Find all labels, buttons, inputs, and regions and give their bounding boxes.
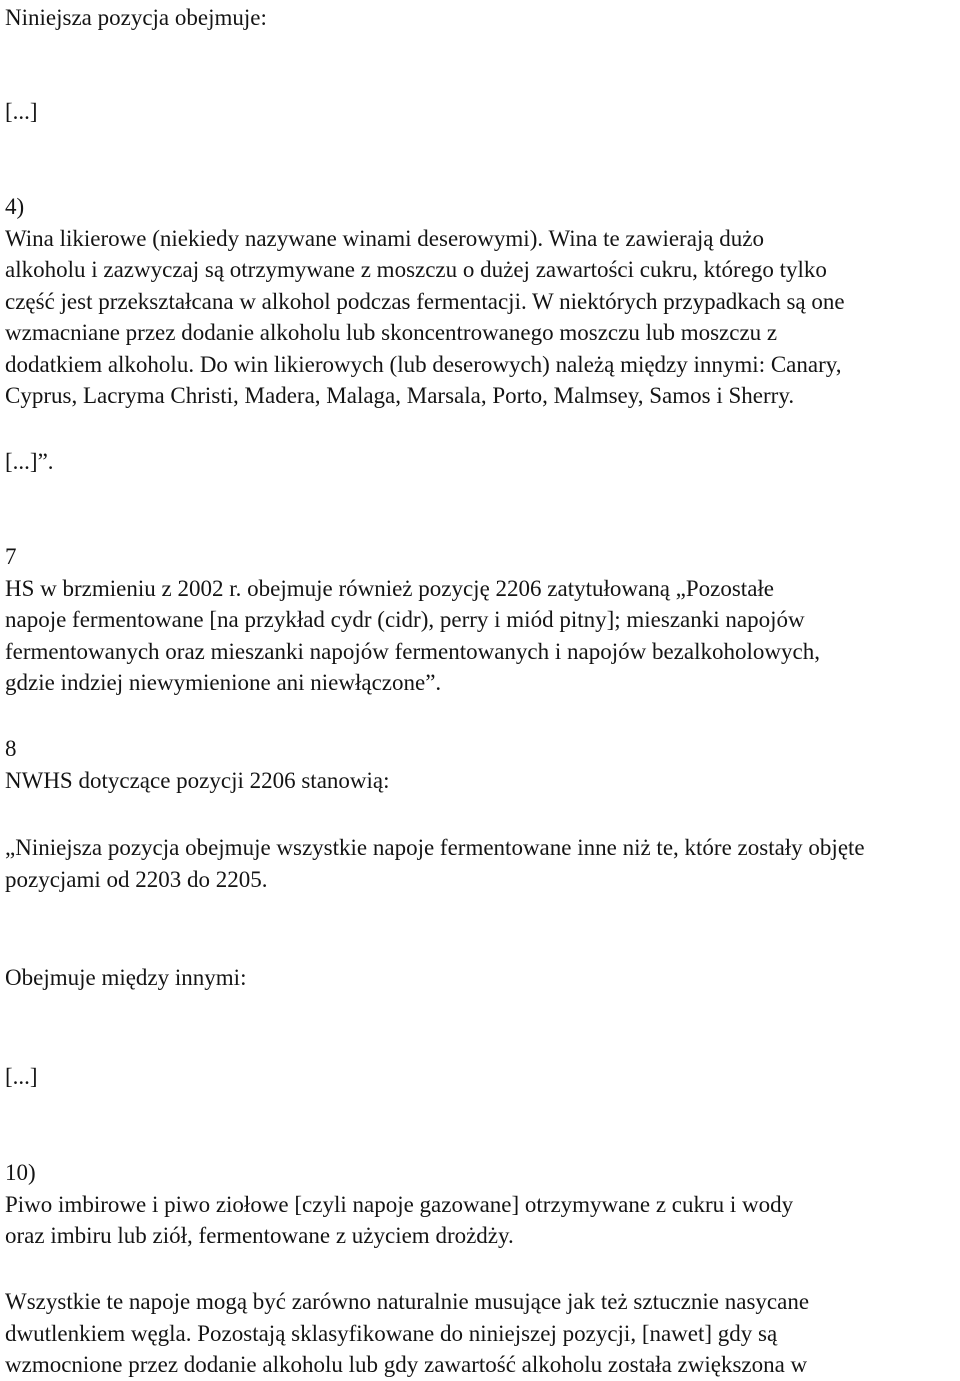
paragraph-liqueur-wines: 4) Wina likierowe (niekiedy nazywane winami deserowymi). Wina te zawierają dużo alkoholu i zazwyczaj są otrzymywane z moszczu o dużej zawartości cukru, którego tylko część jest przekształcana w alkohol podczas fermentacji. W niektórych przypadkach są one wzmacniane przez dodanie alkoholu lub skoncentrowanego moszczu lub moszczu z dodatkiem alkoholu. Do win likierowych (lub deserowych) należą między innymi: Canary, Cyprus, Lacryma Christi, Madera, Malaga, Marsala, Porto, Malmsey, Samos i Sherry. bbox=[5, 191, 845, 412]
quoted-paragraph: „Niniejsza pozycja obejmuje wszystkie napoje fermentowane inne niż te, które zostały objęte pozycjami od 2203 do 2205. bbox=[5, 835, 865, 892]
includes-heading: Obejmuje między innymi: bbox=[5, 965, 247, 990]
paragraph-carbonation: Wszystkie te napoje mogą być zarówno naturalnie musujące jak też sztucznie nasycane dwutlenkiem węgla. Pozostają sklasyfikowane do niniejszej pozycji, [nawet] gdy są wzmocnione przez dodanie alkoholu lub gdy zawartość alkoholu została zwiększona w bbox=[5, 1289, 810, 1377]
list-number: 7 bbox=[5, 544, 17, 569]
ellipsis-marker: [...] bbox=[5, 99, 38, 124]
list-number: 10) bbox=[5, 1160, 36, 1185]
list-number: 8 bbox=[5, 736, 17, 761]
intro-heading: Niniejsza pozycja obejmuje: bbox=[5, 5, 267, 30]
paragraph-hs-2002: 7 HS w brzmieniu z 2002 r. obejmuje również pozycję 2206 zatytułowaną „Pozostałe napoje fermentowane [na przykład cydr (cidr), perry i miód pitny]; mieszanki napojów fermentowanych oraz mieszanki napojów fermentowanych i napojów bezalkoholowych, gdzie indziej niewymienione ani niewłączone”. bbox=[5, 541, 820, 699]
list-number: 4) bbox=[5, 194, 25, 219]
paragraph-ginger-beer: 10) Piwo imbirowe i piwo ziołowe [czyli napoje gazowane] otrzymywane z cukru i wody oraz imbiru lub ziół, fermentowane z użyciem drożdży. bbox=[5, 1157, 793, 1252]
ellipsis-marker-closing: [...]”. bbox=[5, 449, 54, 474]
ellipsis-marker-second: [...] bbox=[5, 1064, 38, 1089]
paragraph-nwhs: 8 NWHS dotyczące pozycji 2206 stanowią: bbox=[5, 733, 390, 796]
